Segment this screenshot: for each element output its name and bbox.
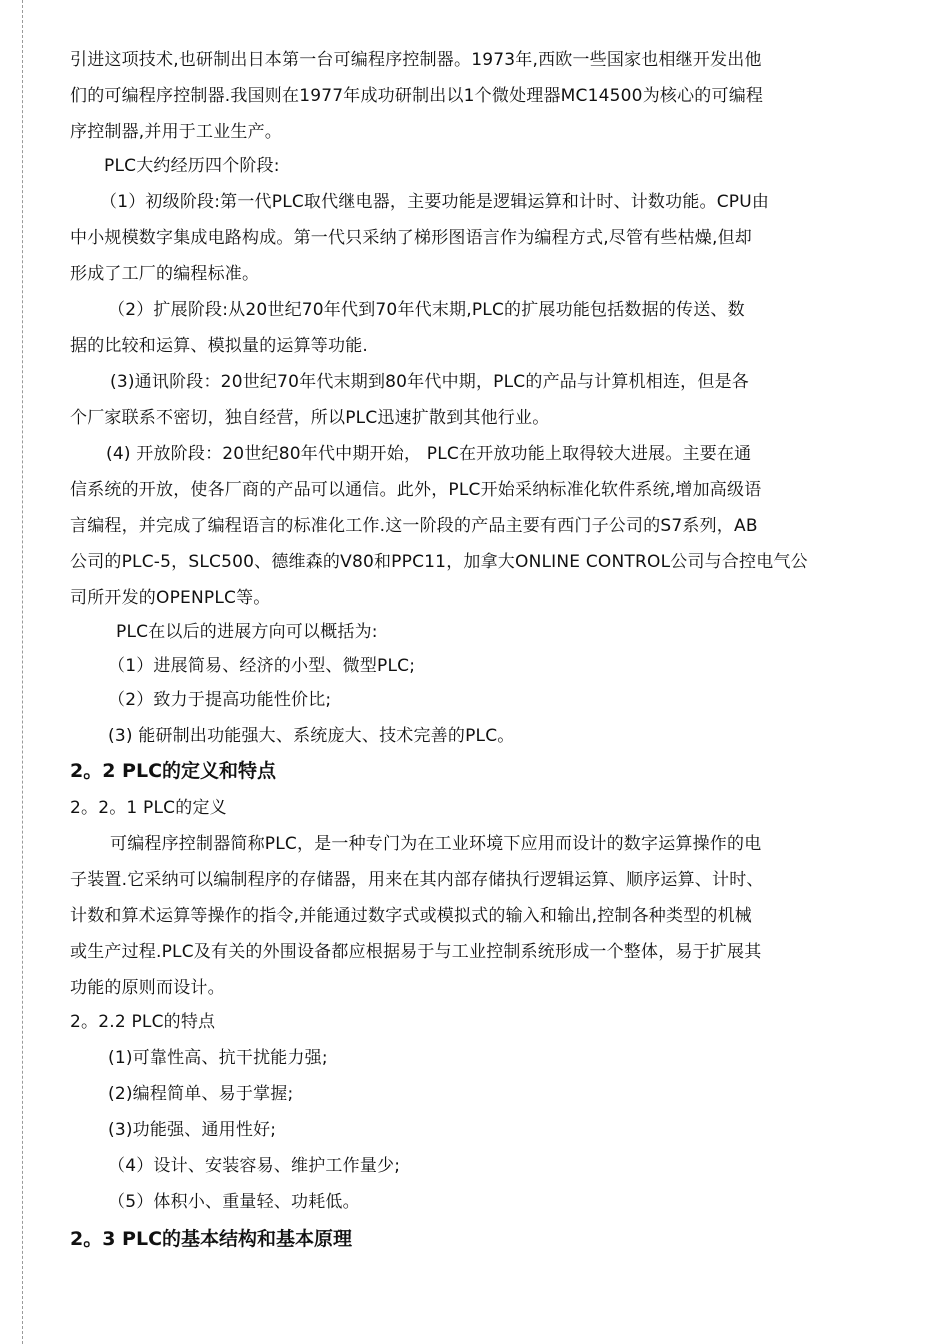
paragraph-line: 或生产过程.PLC及有关的外围设备都应根据易于与工业控制系统形成一个整体，易于扩展其 [70, 942, 762, 962]
list-item: （5）体积小、重量轻、功耗低。 [108, 1192, 360, 1212]
paragraph-line: （2）扩展阶段:从20世纪70年代到70年代末期,PLC的扩展功能包括数据的传送、数 [108, 300, 745, 320]
list-item: (2)编程简单、易于掌握; [108, 1084, 294, 1104]
list-item: （4）设计、安装容易、维护工作量少; [108, 1156, 401, 1176]
subsection-heading: 2。2。1 PLC的定义 [70, 798, 227, 818]
paragraph-line: (4) 开放阶段：20世纪80年代中期开始， PLC在开放功能上取得较大进展。主要在通 [106, 444, 752, 464]
paragraph-line: 序控制器,并用于工业生产。 [70, 122, 283, 142]
paragraph-line: 司所开发的OPENPLC等。 [70, 588, 271, 608]
section-heading: 2。2 PLC的定义和特点 [70, 760, 277, 782]
list-item: (3)功能强、通用性好; [108, 1120, 277, 1140]
paragraph-line: 计数和算术运算等操作的指令,并能通过数字式或模拟式的输入和输出,控制各种类型的机械 [70, 906, 753, 926]
paragraph-line: 据的比较和运算、模拟量的运算等功能. [70, 336, 369, 356]
paragraph-line: 们的可编程序控制器.我国则在1977年成功研制出以1个微处理器MC14500为核心的可编程 [70, 86, 764, 106]
paragraph-line: 信系统的开放，使各厂商的产品可以通信。此外，PLC开始采纳标准化软件系统,增加高级语 [70, 480, 762, 500]
paragraph-line: 子装置.它采纳可以编制程序的存储器，用来在其内部存储执行逻辑运算、顺序运算、计时、 [70, 870, 764, 890]
page-margin-rule [22, 0, 23, 1344]
subsection-heading: 2。2.2 PLC的特点 [70, 1012, 216, 1032]
paragraph-line: (3)通讯阶段：20世纪70年代末期到80年代中期，PLC的产品与计算机相连，但是各 [110, 372, 749, 392]
paragraph-line: PLC大约经历四个阶段: [104, 156, 280, 176]
paragraph-line: （1）初级阶段:第一代PLC取代继电器，主要功能是逻辑运算和计时、计数功能。CPU由 [100, 192, 770, 212]
paragraph-line: 中小规模数字集成电路构成。第一代只采纳了梯形图语言作为编程方式,尽管有些枯燥,但却 [70, 228, 753, 248]
paragraph-line: 言编程，并完成了编程语言的标准化工作.这一阶段的产品主要有西门子公司的S7系列，AB [70, 516, 758, 536]
list-item: （2）致力于提高功能性价比; [108, 690, 332, 710]
paragraph-line: 引进这项技术,也研制出日本第一台可编程序控制器。1973年,西欧一些国家也相继开发出他 [70, 50, 762, 70]
paragraph-line: 形成了工厂的编程标准。 [70, 264, 260, 284]
section-heading: 2。3 PLC的基本结构和基本原理 [70, 1228, 353, 1250]
paragraph-line: PLC在以后的进展方向可以概括为: [116, 622, 378, 642]
list-item: (1)可靠性高、抗干扰能力强; [108, 1048, 328, 1068]
list-item: (3) 能研制出功能强大、系统庞大、技术完善的PLC。 [108, 726, 515, 746]
paragraph-line: 公司的PLC-5，SLC500、德维森的V80和PPC11，加拿大ONLINE CONTROL公司与合控电气公 [70, 552, 808, 572]
paragraph-line: 个厂家联系不密切，独自经营，所以PLC迅速扩散到其他行业。 [70, 408, 550, 428]
paragraph-line: 功能的原则而设计。 [70, 978, 225, 998]
list-item: （1）进展简易、经济的小型、微型PLC; [108, 656, 416, 676]
paragraph-line: 可编程序控制器简称PLC，是一种专门为在工业环境下应用而设计的数字运算操作的电 [110, 834, 762, 854]
